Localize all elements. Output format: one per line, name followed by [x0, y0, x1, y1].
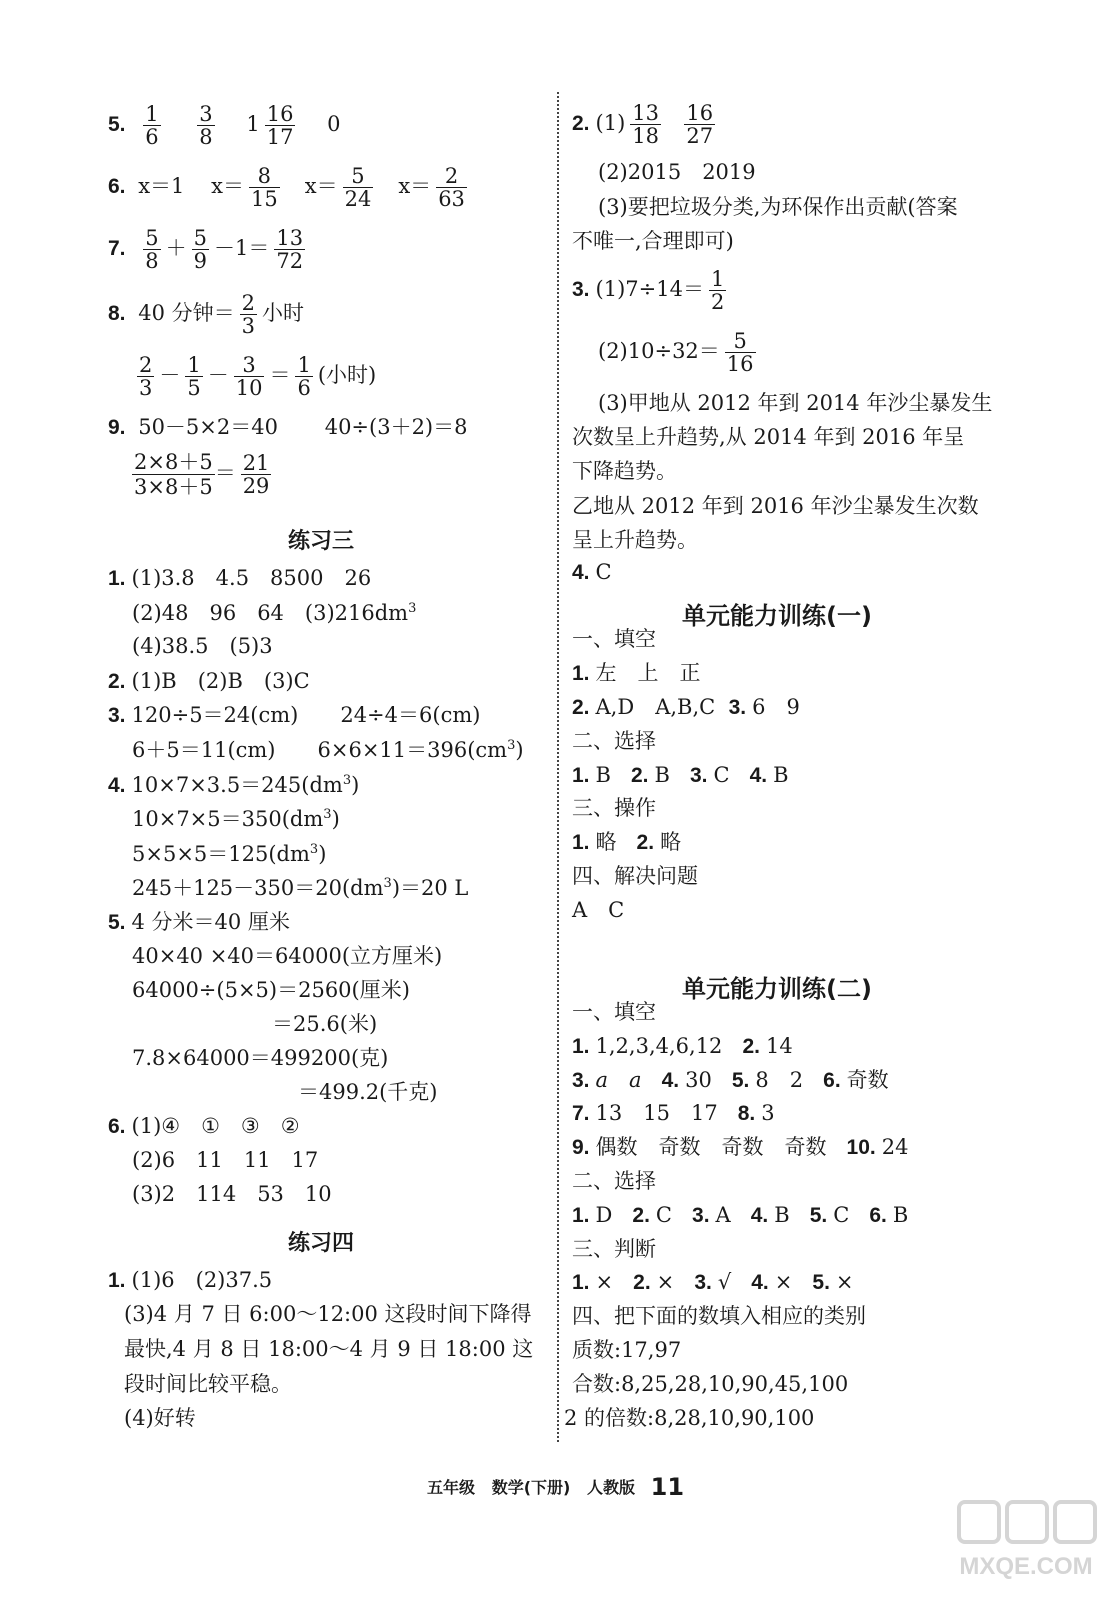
page-number: 11 [650, 1473, 685, 1501]
u1-operation: 1. 略 2. 略 [572, 830, 682, 854]
e4-answer-1-line2: (3)4 月 7 日 6:00～12:00 这段时间下降得 [124, 1302, 532, 1326]
column-divider [557, 92, 559, 1442]
u2-judge: 1. × 2. × 3. √ 4. × 5. × [572, 1270, 854, 1294]
fraction: $\frac{8}{15}$ [250, 164, 278, 212]
u2-primes: 质数:17,97 [572, 1338, 682, 1362]
u2-fill-row4: 9. 偶数 奇数 奇数 奇数 10. 24 [572, 1135, 909, 1159]
u2-multiples-of-2: 2 的倍数:8,28,10,90,100 [564, 1406, 815, 1430]
fraction: $\frac{2}{3}$ [139, 353, 153, 401]
u1-fill-2: 2. A,D A,B,C 3. 6 9 [572, 695, 800, 719]
watermark-text: MXQE.COM [959, 1553, 1093, 1580]
r-answer-2-line2: (2)2015 2019 [598, 160, 756, 184]
fraction: $\frac{16}{17}$ [266, 102, 294, 150]
fraction: $\frac{21}{29}$ [242, 451, 270, 499]
u2-composites: 合数:8,25,28,10,90,45,100 [572, 1372, 849, 1396]
e3-answer-4-line3: $5\times 5\times 5=125(dm^3)$ [132, 842, 327, 866]
footer-grade: 五年级 [426, 1478, 475, 1497]
fraction: $\frac{5}{8}$ [145, 226, 159, 274]
fraction: $\frac{13}{72}$ [276, 226, 304, 274]
footer-subject: 数学(下册) [491, 1478, 571, 1497]
e4-answer-1-line4: 段时间比较平稳。 [124, 1372, 292, 1396]
r-answer-3-line7: 呈上升趋势。 [572, 528, 698, 552]
section-title-exercise-3: 练习三 [288, 529, 355, 554]
e3-answer-3-line2: 6＋5＝11(cm) $6\times 6\times 11=396(cm^3)$ [132, 738, 524, 762]
e3-answer-6: 6. (1)④ ① ③ ② [108, 1114, 300, 1138]
fraction: $\frac{1}{6}$ [145, 102, 159, 150]
e3-answer-5: 5. 4 分米＝40 厘米 [108, 910, 290, 934]
answer-8-line2: $\frac{2}{3}$ － $\frac{1}{5}$ － $\frac{3}{10}$ ＝ $\frac{1}{6}$ (小时) [139, 353, 377, 401]
answer-7: 7. $\frac{5}{8}$ ＋ $\frac{5}{9}$ －1＝ $\frac{13}{72}$ [108, 226, 304, 274]
u2-choice: 1. D 2. C 3. A 4. B 5. C 6. B [572, 1203, 909, 1227]
u2-fill-row2: 3. a a 4. 30 5. 8 2 6. 奇数 [572, 1068, 889, 1092]
fraction: $\frac{5}{9}$ [193, 226, 207, 274]
r-answer-3-line5: 下降趋势。 [572, 459, 677, 483]
u1-part-1: 一、填空 [572, 627, 656, 651]
e3-answer-1-line3: (4)38.5 (5)3 [132, 634, 273, 658]
section-title-exercise-4: 练习四 [288, 1231, 355, 1256]
r-answer-2-line4: 不唯一,合理即可) [572, 229, 734, 253]
fraction: $\frac{1}{5}$ [187, 353, 201, 401]
e3-answer-4: 4. $10\times 7\times 3.5=245(dm^3)$ [108, 773, 360, 797]
answer-8: 8. 40 分钟＝ $\frac{2}{3}$ 小时 [108, 291, 304, 339]
r-answer-2-line3: (3)要把垃圾分类,为环保作出贡献(答案 [598, 195, 958, 219]
r-answer-3-line3: (3)甲地从 2012 年到 2014 年沙尘暴发生 [598, 391, 993, 415]
fraction: $\frac{3}{10}$ [235, 353, 263, 401]
u2-part-2: 二、选择 [572, 1169, 656, 1193]
section-title-unit-1: 单元能力训练(一) [682, 602, 872, 630]
r-answer-2: 2. (1) $\frac{13}{18}$ $\frac{16}{27}$ [572, 101, 714, 149]
e4-answer-1: 1. (1)6 (2)37.5 [108, 1268, 273, 1292]
e3-answer-3: 3. 120÷5＝24(cm) 24÷4＝6(cm) [108, 703, 481, 727]
r-answer-3-line2: (2)10÷32＝ $\frac{5}{16}$ [598, 329, 754, 377]
fraction: $\frac{5}{24}$ [344, 164, 372, 212]
fraction: $\frac{5}{16}$ [726, 329, 754, 377]
e3-answer-4-line4: $245+125-350=20(dm^3)=20$ L [132, 876, 469, 900]
e4-answer-1-line3: 最快,4 月 8 日 18:00～4 月 9 日 18:00 这 [124, 1337, 534, 1361]
e4-answer-1-line5: (4)好转 [124, 1406, 196, 1430]
fraction: $\frac{3}{8}$ [199, 102, 213, 150]
r-answer-4: 4. C [572, 560, 612, 584]
e3-answer-5-line4: ＝25.6(米) [272, 1012, 378, 1036]
fraction: $\frac{2}{3}$ [241, 291, 255, 339]
u1-choice: 1. B 2. B 3. C 4. B [572, 763, 789, 787]
u2-part-4: 四、把下面的数填入相应的类别 [572, 1304, 866, 1328]
footer-edition: 人教版 [587, 1478, 636, 1497]
e3-answer-5-line5: 7.8×64000＝499200(克) [132, 1046, 389, 1070]
fraction: $\frac{2}{63}$ [438, 164, 465, 212]
u1-fill-1: 1. 左 上 正 [572, 661, 701, 685]
r-answer-3-line4: 次数呈上升趋势,从 2014 年到 2016 年呈 [572, 425, 965, 449]
e3-answer-5-line3: 64000÷(5×5)＝2560(厘米) [132, 978, 410, 1002]
e3-answer-1: 1. (1)3.8 4.5 8500 26 [108, 566, 372, 590]
e3-answer-1-line2: (2)48 96 64 $(3)216dm^3$ [132, 601, 417, 625]
r-answer-3: 3. (1)7÷14＝ $\frac{1}{2}$ [572, 267, 725, 315]
u2-part-3: 三、判断 [572, 1237, 656, 1261]
watermark-logo-icon [951, 1498, 1101, 1588]
section-title-unit-2: 单元能力训练(二) [682, 975, 872, 1003]
page-footer [0, 1473, 1111, 1501]
u1-part-4: 四、解决问题 [572, 864, 698, 888]
answer-9-line2: $\frac{2\times 8+5}{3\times 8+5}$ ＝ $\frac{21}{29}$ [134, 450, 270, 500]
fraction: $\frac{1}{2}$ [710, 267, 725, 315]
fraction: $\frac{1}{6}$ [297, 353, 311, 401]
e3-answer-6-line2: (2)6 11 11 17 [132, 1148, 319, 1172]
answer-9: 9. 50－5×2＝40 40÷(3＋2)＝8 [108, 415, 468, 439]
u1-part-3: 三、操作 [572, 796, 656, 820]
r-answer-3-line6: 乙地从 2012 年到 2016 年沙尘暴发生次数 [572, 494, 979, 518]
answer-6: 6. x＝1 x＝ $\frac{8}{15}$ x＝ $\frac{5}{24}$ x＝ $\frac{2}{63}$ [108, 164, 465, 212]
answer-5: 5. $\frac{1}{6}$ $\frac{3}{8}$ 1 $\frac{16}{17}$ 0 [108, 102, 341, 150]
u1-part-2: 二、选择 [572, 729, 656, 753]
e3-answer-4-line2: $10\times 7\times 5=350(dm^3)$ [132, 807, 340, 831]
u2-part-1: 一、填空 [572, 1000, 656, 1024]
u2-fill-row3: 7. 13 15 17 8. 3 [572, 1101, 775, 1125]
e3-answer-5-line6: ＝499.2(千克) [298, 1080, 438, 1104]
e3-answer-5-line2: 40×40 ×40＝64000(立方厘米) [132, 944, 443, 968]
fraction: $\frac{2\times 8+5}{3\times 8+5}$ [134, 450, 213, 500]
e3-answer-2: 2. (1)B (2)B (3)C [108, 669, 310, 693]
fraction: $\frac{16}{27}$ [686, 101, 714, 149]
u2-fill-row1: 1. 1,2,3,4,6,12 2. 14 [572, 1034, 793, 1058]
u1-solve: A C [572, 898, 625, 922]
e3-answer-6-line3: (3)2 114 53 10 [132, 1182, 332, 1206]
fraction: $\frac{13}{18}$ [632, 101, 659, 149]
